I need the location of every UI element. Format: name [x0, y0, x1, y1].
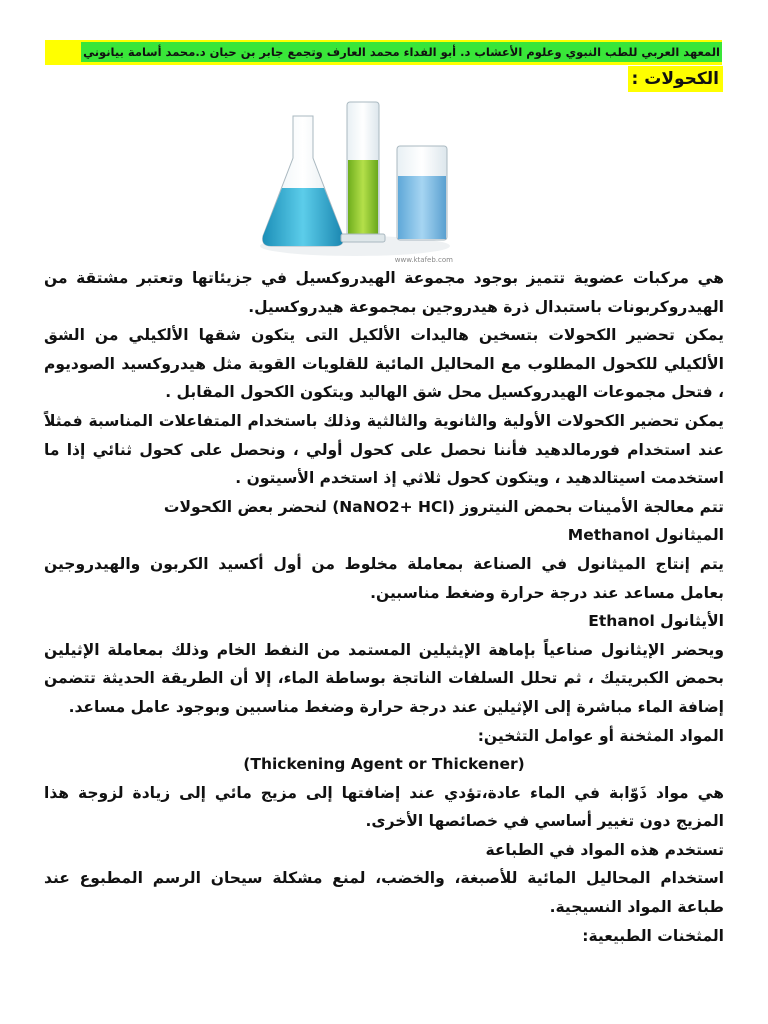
heading-natural-thickeners: المثخنات الطبيعية:	[582, 926, 724, 945]
paragraph-definition: هي مركبات عضوية تتميز بوجود مجموعة الهيدروكسيل في جزيئاتها وتعتبر مشتقة من الهيدروكربونات باستبدال ذرة هيدروجين بمجموعة هيدروكسيل.	[44, 269, 724, 316]
paragraph-preparation-types: يمكن تحضير الكحولات الأولية والثانوية والثالثية وذلك باستخدام المتفاعلات المناسبة فمثلاً عند استخدام فورمالدهيد فأننا نحصل على كحول أولي ، ونحصل على كحول ثنائي إذا ما استخدمت اسيتالدهيد ، ويتكون كحول ثلاثي إذ استخدم الأسيتون .	[44, 411, 724, 488]
section-title: الكحولات :	[628, 66, 723, 92]
article-body	[44, 264, 724, 950]
paragraph-preparation-halides: يمكن تحضير الكحولات بتسخين هاليدات الألكيل التى يتكون شقها الألكيلي من الشق الألكيلي للكحول المطلوب مع المحاليل المائية للقلويات القوية مثل هيدروكسيد الصوديوم ، فتحل مجموعات الهيدروكسيل محل شق الهاليد ويتكون الكحول المقابل .	[44, 326, 724, 402]
image-watermark: www.ktafeb.com	[394, 256, 453, 264]
paragraph-amines: تتم معالجة الأمينات بحمض النيتروز (NaNO2+ HCl) لنحضر بعض الكحولات	[163, 497, 724, 516]
paragraph-ethanol: ويحضر الإيثانول صناعياً بإماهة الإيثيلين المستمد من النفط الخام وذلك بمعاملة الإثيلين بحمض الكبريتيك ، ثم تحلل السلفات الناتجة بوساطة الماء، إلا أن الطريقة الحديثة تتضمن إضافة الماء مباشرة إلى الإثيلين عند درجة حرارة وضغط مناسبين وبوجود عامل مساعد.	[44, 640, 724, 716]
header-banner	[45, 40, 722, 65]
lab-glassware-image	[255, 96, 455, 266]
thickener-english-term: (Thickening Agent or Thickener)	[243, 755, 525, 774]
paragraph-printing-usage: تستخدم هذه المواد في الطباعة	[485, 840, 724, 859]
paragraph-methanol: يتم إنتاج الميثانول في الصناعة بمعاملة مخلوط من أول أكسيد الكربون والهيدروجين بعامل مساعد عند درجة حرارة وضغط مناسبين.	[44, 554, 724, 602]
paragraph-printing-detail: استخدام المحاليل المائية للأصبغة، والخضب، لمنع مشكلة سيحان الرسم المطبوع عند طباعة المواد النسيجية.	[44, 869, 724, 917]
heading-ethanol: الأيثانول Ethanol	[588, 612, 724, 631]
institute-banner-text: المعهد العربي للطب النبوي وعلوم الأعشاب د. أبو الفداء محمد العارف وتجمع جابر بن حيان د.محمد أسامة بيانوني	[81, 42, 722, 62]
heading-methanol: الميثانول Methanol	[567, 526, 724, 545]
paragraph-thickener-definition: هي مواد ذَوّابة في الماء عادة،تؤدي عند إضافتها إلى مزيج مائي إلى زيادة لزوجة هذا المزيج دون تغيير أساسي في خصائصها الأخرى.	[44, 783, 724, 831]
heading-thickeners: المواد المثخنة أو عوامل التثخين:	[477, 726, 724, 745]
